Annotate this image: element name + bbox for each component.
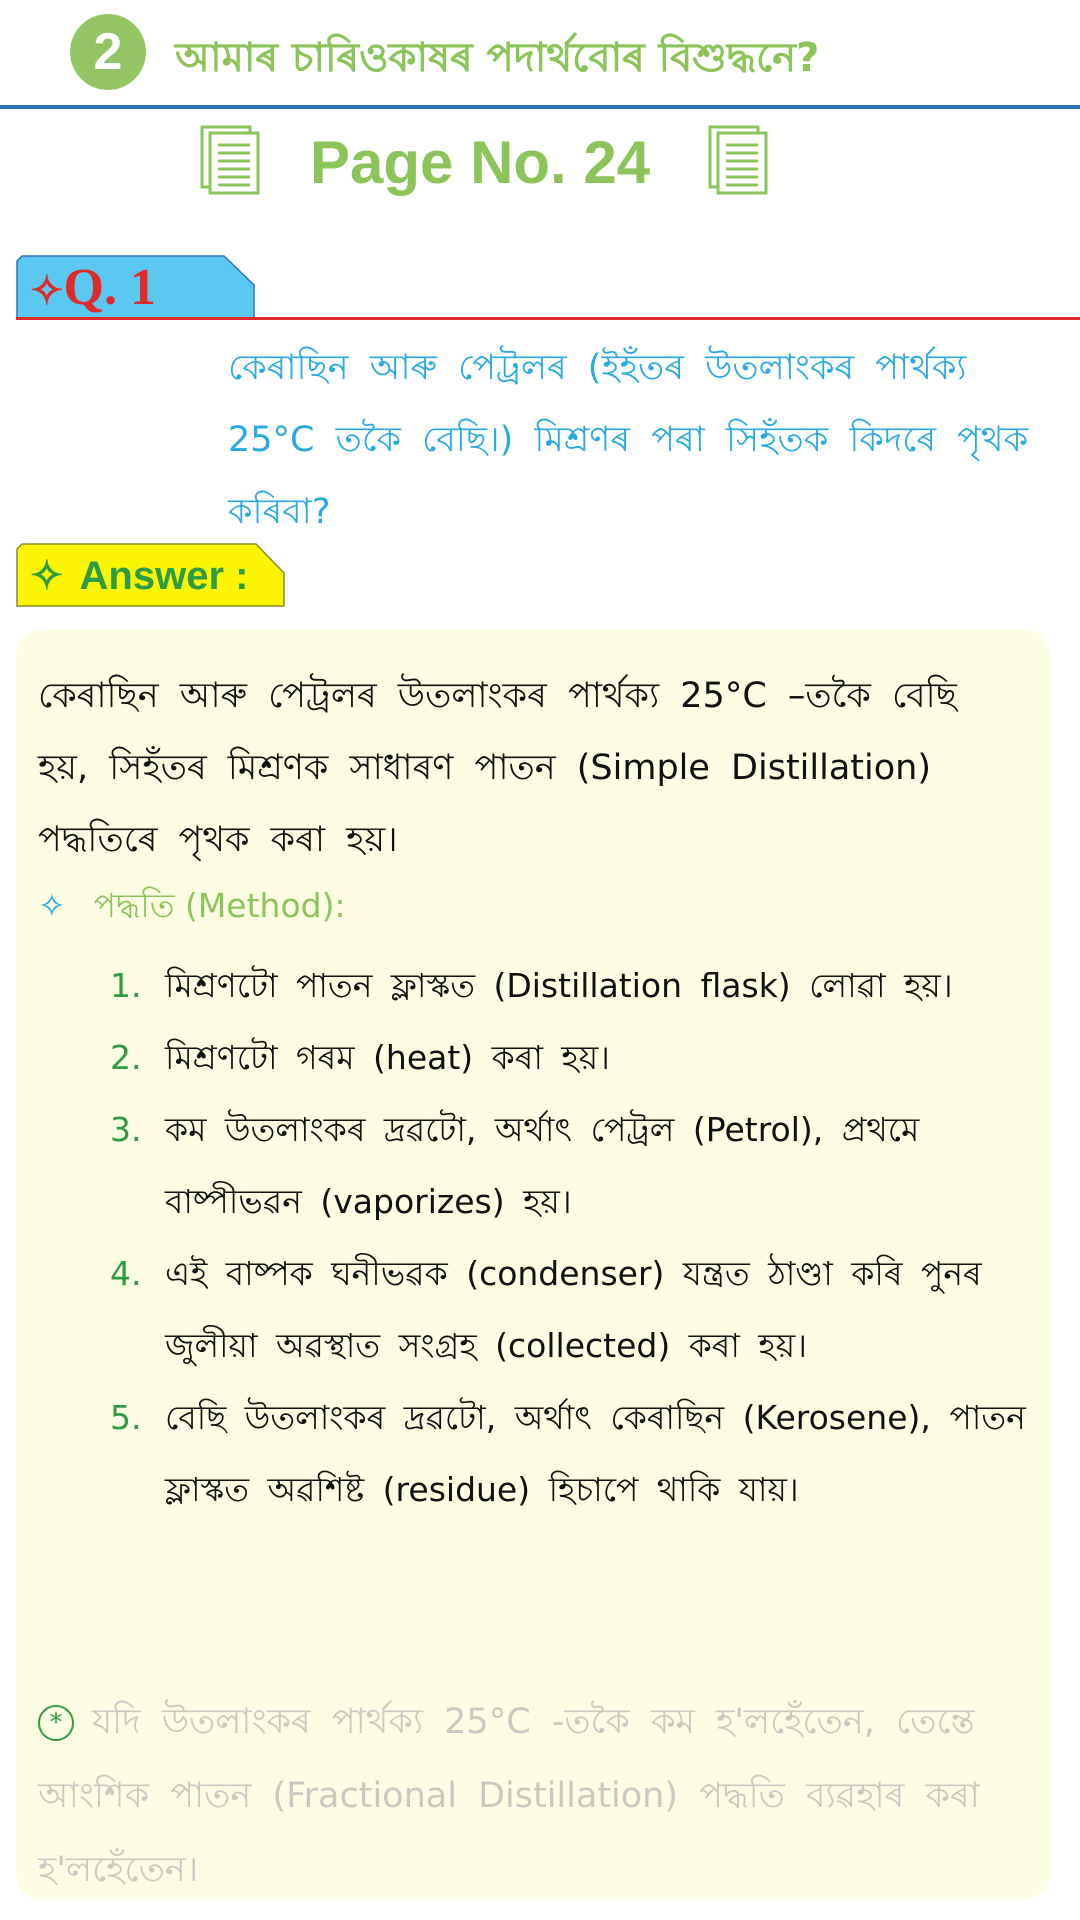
method-heading: ✧ পদ্ধতি (Method): bbox=[38, 886, 346, 925]
step-number: 5. bbox=[110, 1398, 142, 1437]
step-number: 3. bbox=[110, 1110, 142, 1149]
sparkle-icon: ✧ bbox=[30, 268, 64, 313]
step-number: 1. bbox=[110, 966, 142, 1005]
chapter-number-badge: 2 bbox=[70, 14, 146, 90]
method-steps bbox=[110, 950, 1050, 1526]
note bbox=[38, 1685, 1028, 1907]
method-step bbox=[110, 1022, 1050, 1094]
step-text: বেছি উতলাংকৰ দ্ৰৱটো, অৰ্থাৎ কেৰাছিন (Kerosene), পাতন ফ্লাস্কত অৱশিষ্ট (residue) হিচাপে থাকি যায়। bbox=[165, 1398, 1026, 1509]
sparkle-icon: ✧ bbox=[38, 886, 66, 925]
step-text: কম উতলাংকৰ দ্ৰৱটো, অৰ্থাৎ পেট্ৰল (Petrol), প্ৰথমে বাষ্পীভৱন (vaporizes) হয়। bbox=[165, 1110, 920, 1221]
step-text: এই বাষ্পক ঘনীভৱক (condenser) যন্ত্ৰত ঠাণ্ডা কৰি পুনৰ জুলীয়া অৱস্থাত সংগ্ৰহ (collected) কৰা হয়। bbox=[165, 1254, 982, 1365]
sparkle-icon: ✧ bbox=[30, 554, 64, 598]
asterisk-icon: * bbox=[38, 1705, 74, 1741]
step-number: 2. bbox=[110, 1038, 142, 1077]
question-label: ✧Q. 1 bbox=[30, 259, 156, 316]
question-text: কেৰাছিন আৰু পেট্ৰলৰ (ইহঁতৰ উতলাংকৰ পাৰ্থক্য 25°C তকৈ বেছি।) মিশ্ৰণৰ পৰা সিহঁতক কিদৰে পৃথক কৰিবা? bbox=[228, 348, 1029, 532]
method-step bbox=[110, 950, 1050, 1022]
chapter-title: আমাৰ চাৰিওকাষৰ পদাৰ্থবোৰ বিশুদ্ধনে? bbox=[175, 35, 820, 81]
document-icon bbox=[708, 125, 770, 195]
method-step bbox=[110, 1094, 1050, 1238]
method-step bbox=[110, 1238, 1050, 1382]
answer-tag bbox=[16, 543, 286, 607]
method-step bbox=[110, 1382, 1050, 1526]
header-divider bbox=[0, 105, 1080, 109]
note-text: যদি উতলাংকৰ পাৰ্থক্য 25°C -তকৈ কম হ'লহেঁতেন, তেন্তে আংশিক পাতন (Fractional Distillation) পদ্ধতি ব্যৱহাৰ কৰা হ'লহেঁতেন। bbox=[38, 1702, 980, 1890]
step-text: মিশ্ৰণটো পাতন ফ্লাস্কত (Distillation flask) লোৱা হয়। bbox=[165, 966, 953, 1005]
step-text: মিশ্ৰণটো গৰম (heat) কৰা হয়। bbox=[165, 1038, 610, 1077]
document-icon bbox=[200, 125, 262, 195]
step-number: 4. bbox=[110, 1254, 142, 1293]
question-divider bbox=[16, 317, 1080, 320]
answer-label: ✧ Answer : bbox=[30, 554, 249, 598]
page-number: Page No. 24 bbox=[310, 129, 651, 196]
question-tag bbox=[16, 255, 256, 319]
answer-intro: কেৰাছিন আৰু পেট্ৰলৰ উতলাংকৰ পাৰ্থক্য 25°C –তকৈ বেছি হয়, সিহঁতৰ মিশ্ৰণক সাধাৰণ পাতন (Simple Distillation) পদ্ধতিৰে পৃথক কৰা হয়। bbox=[38, 676, 957, 860]
